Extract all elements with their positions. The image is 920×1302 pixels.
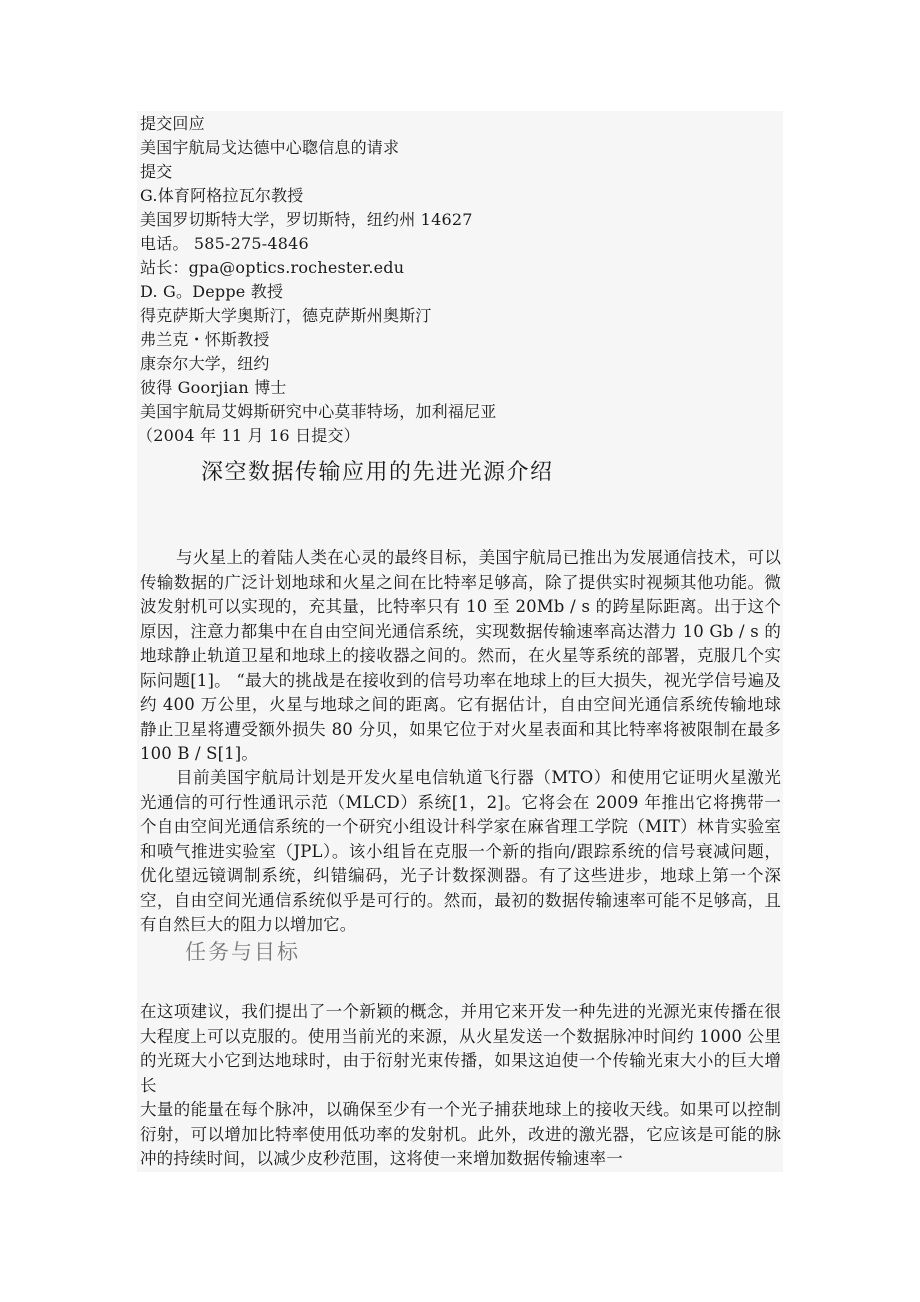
body-paragraph: 在这项建议，我们提出了一个新颖的概念，并用它来开发一种先进的光源光束传播在很大程度上可以克服的。使用当前光的来源，从火星发送一个数据脉冲时间约 1000 公里的光斑大小它到达地球时，由于衍射光束传播，如果这迫使一个传输光束大小的巨大增长 <box>140 1002 781 1095</box>
author-name: 弗兰克・怀斯教授 <box>140 330 270 349</box>
body-paragraph: 与火星上的着陆人类在心灵的最终目标，美国宇航局已推出为发展通信技术，可以传输数据的广泛计划地球和火星之间在比特率足够高，除了提供实时视频其他功能。微波发射机可以实现的，充其量，比特率只有 10 至 20Mb / s 的跨星际距离。出于这个原因，注意力都集中在自由空间光通信系统，实现数据传输速率高达潜力 10 Gb / s 的地球静止轨道卫星和地球上的接收器之间的。然而，在火星等系统的部署，克服几个实际问题[1]。 “最大的挑战是在接收到的信号功率在地球上的巨大损失，视光学信号遍及约 400 万公里，火星与地球之间的距离。它有据估计，自由空间光通信系统传输地球静止卫星将遭受额外损失 80 分贝，如果它位于对火星表面和其比特率将被限制在最多 100 B / S[1]。 <box>140 548 781 763</box>
author-name: 彼得 Goorjian 博士 <box>140 378 287 397</box>
author-affiliation: 美国宇航局艾姆斯研究中心莫菲特场，加利福尼亚 <box>140 402 497 421</box>
submission-label: 提交回应 <box>140 114 205 133</box>
request-title: 美国宇航局戈达德中心聦信息的请求 <box>140 138 400 157</box>
document-content <box>137 111 783 1172</box>
author-affiliation: 得克萨斯大学奥斯汀，德克萨斯州奥斯汀 <box>140 306 432 325</box>
document-title: 深空数据传输应用的先进光源介绍 <box>201 460 554 485</box>
author-email: 站长：gpa@optics.rochester.edu <box>140 258 405 277</box>
author-affiliation: 美国罗切斯特大学，罗切斯特，纽约州 14627 <box>140 210 473 229</box>
submission-date: （2004 年 11 月 16 日提交） <box>137 426 360 445</box>
body-paragraph: 大量的能量在每个脉冲，以确保至少有一个光子捕获地球上的接收天线。如果可以控制衍射，可以增加比特率使用低功率的发射机。此外，改进的激光器，它应该是可能的脉冲的持续时间，以减少皮秒范围，这将使一来增加数据传输速率一 <box>140 1100 781 1168</box>
author-name: D. G。Deppe 教授 <box>140 282 284 301</box>
body-paragraph: 目前美国宇航局计划是开发火星电信轨道飞行器（MTO）和使用它证明火星激光光通信的可行性通讯示范（MLCD）系统[1，2]。它将会在 2009 年推出它将携带一个自由空间光通信系统的一个研究小组设计科学家在麻省理工学院（MIT）林肯实验室和喷气推进实验室（JPL）。该小组旨在克服一个新的指向/跟踪系统的信号衰减问题，优化望远镜调制系统，纠错编码，光子计数探测器。有了这些进步，地球上第一个深空，自由空间光通信系统似乎是可行的。然而，最初的数据传输速率可能不足够高，且有自然巨大的阻力以增加它。 <box>140 768 781 934</box>
author-name: G.体育阿格拉瓦尔教授 <box>140 186 304 205</box>
section-heading: 任务与目标 <box>185 940 300 964</box>
author-phone: 电话。 585-275-4846 <box>140 234 309 253</box>
submitted-by-label: 提交 <box>140 162 173 181</box>
author-affiliation: 康奈尔大学，纽约 <box>140 354 270 373</box>
